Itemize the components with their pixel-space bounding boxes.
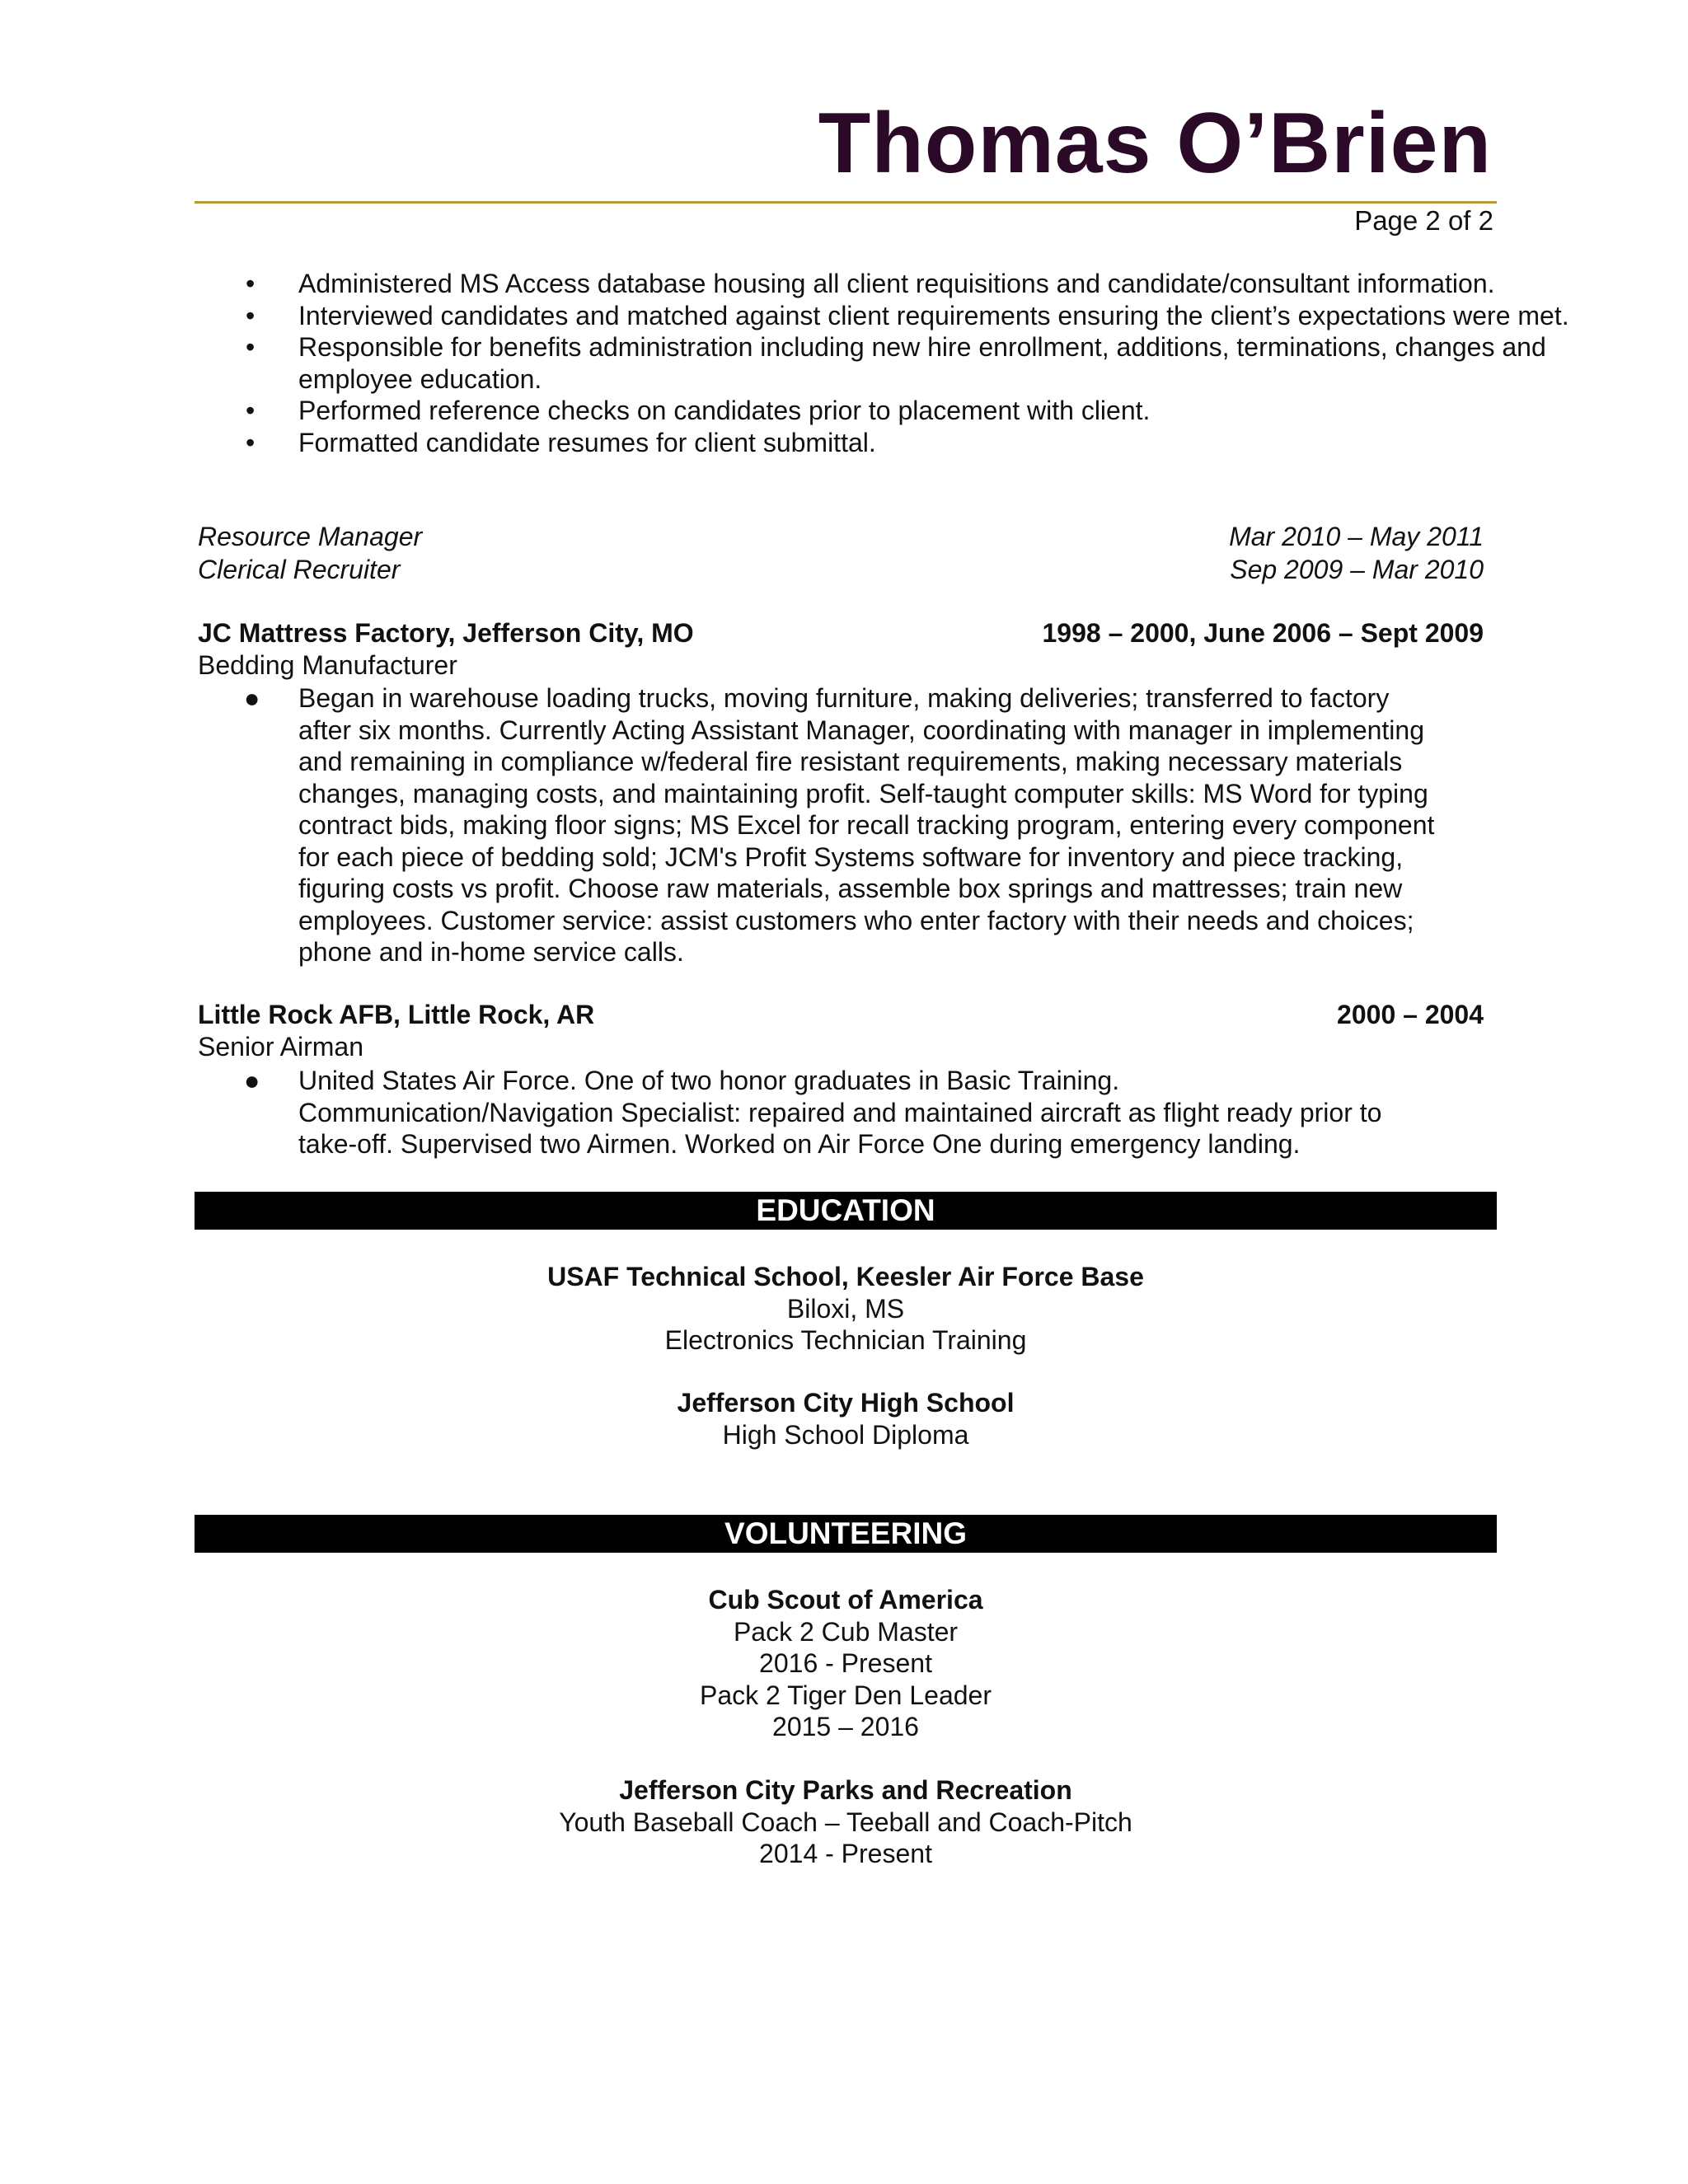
list-item: • Responsible for benefits administration including new hire enrollment, additions, terminations, changes and employee education.	[246, 332, 1546, 394]
role-row	[198, 553, 1484, 586]
bullet-icon: •	[246, 269, 256, 298]
volunteer-detail: 2015 – 2016	[772, 1712, 919, 1741]
education-detail: Electronics Technician Training	[664, 1325, 1027, 1355]
role-title: Clerical Recruiter	[198, 555, 401, 584]
list-item: • Interviewed candidates and matched against client requirements ensuring the client’s expectations were met.	[246, 300, 1569, 330]
bullet-icon: •	[246, 427, 256, 457]
job-header	[198, 616, 1484, 649]
section-heading-volunteering: VOLUNTEERING	[195, 1515, 1497, 1553]
employment-dates: 2000 – 2004	[1337, 1000, 1484, 1029]
list-item: • Administered MS Access database housing all client requisitions and candidate/consultant information.	[246, 269, 1495, 298]
education-detail: Biloxi, MS	[786, 1293, 905, 1324]
list-item: • Performed reference checks on candidates prior to placement with client.	[246, 396, 1151, 425]
role-title: Resource Manager	[198, 522, 423, 551]
bullet-icon: ●	[244, 1066, 260, 1095]
education-entry	[195, 1261, 1497, 1357]
volunteer-detail: Pack 2 Tiger Den Leader	[700, 1680, 992, 1710]
volunteer-entry	[195, 1774, 1497, 1870]
job-header	[198, 998, 1484, 1031]
bullet-icon: •	[246, 300, 256, 330]
volunteer-detail: Pack 2 Cub Master	[733, 1616, 959, 1647]
organization-name: Cub Scout of America	[708, 1585, 983, 1615]
employment-dates: 1998 – 2000, June 2006 – Sept 2009	[1042, 618, 1484, 648]
job-description: Began in warehouse loading trucks, moving furniture, making deliveries; transferred to factory after six months. Currently Acting Assistant Manager, coordinating with manager in implementing and remaining in compliance w/federal fire resistant requirements, making necessary materials changes, managing costs, and maintaining profit. Self-taught computer skills: MS Word for typing contract bids, making floor signs; MS Excel for recall tracking program, entering every component for each piece of bedding sold; JCM's Profit Systems software for inventory and piece tracking, figuring costs vs profit. Choose raw materials, assemble box springs and mattresses; train new employees. Customer service: assist customers who enter factory with their needs and choices; phone and in-home service calls.	[298, 683, 1435, 967]
bullet-icon: ●	[244, 683, 260, 713]
bullet-icon: •	[246, 396, 256, 425]
job-subtitle: Bedding Manufacturer	[198, 650, 457, 680]
job-subtitle: Senior Airman	[198, 1032, 363, 1062]
volunteer-detail: 2014 - Present	[759, 1839, 932, 1868]
education-detail: High School Diploma	[722, 1419, 969, 1450]
employer-name: JC Mattress Factory, Jefferson City, MO	[198, 618, 694, 648]
header-rule	[195, 201, 1497, 204]
organization-name: Jefferson City Parks and Recreation	[619, 1775, 1072, 1805]
volunteer-entry	[195, 1584, 1497, 1743]
page-number: Page 2 of 2	[1354, 205, 1493, 236]
school-name: USAF Technical School, Keesler Air Force Base	[547, 1262, 1144, 1291]
bullet-icon: •	[246, 332, 256, 362]
list-item: • Formatted candidate resumes for client submittal.	[246, 427, 876, 457]
volunteer-detail: 2016 - Present	[759, 1648, 932, 1678]
volunteer-detail: Youth Baseball Coach – Teeball and Coach-Pitch	[559, 1807, 1132, 1837]
resume-name: Thomas O’Brien	[818, 96, 1492, 191]
employer-name: Little Rock AFB, Little Rock, AR	[198, 1000, 595, 1029]
role-dates: Mar 2010 – May 2011	[1229, 522, 1484, 551]
education-entry	[195, 1387, 1497, 1451]
role-row	[198, 520, 1484, 553]
section-heading-education: EDUCATION	[195, 1192, 1497, 1230]
job-description: United States Air Force. One of two honor graduates in Basic Training. Communication/Navigation Specialist: repaired and maintained aircraft as flight ready prior to take-off. Supervised two Airmen. Worked on Air Force One during emergency landing.	[298, 1066, 1382, 1159]
prior-job-bullets	[195, 268, 1569, 458]
role-dates: Sep 2009 – Mar 2010	[1230, 555, 1484, 584]
school-name: Jefferson City High School	[677, 1388, 1015, 1418]
